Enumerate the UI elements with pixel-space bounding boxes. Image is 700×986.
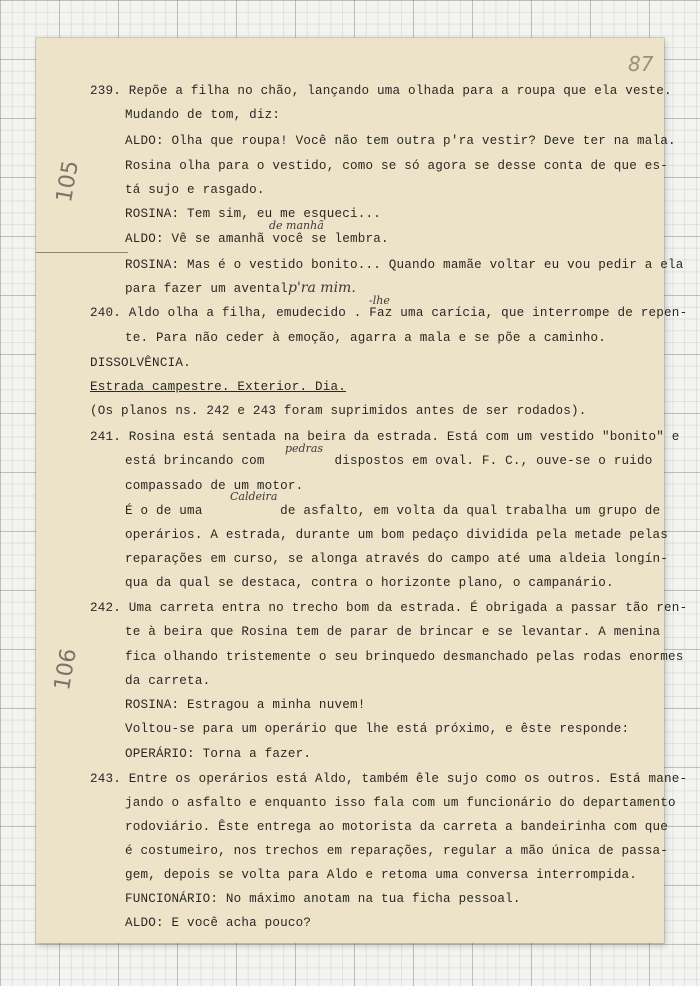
typed-line: da carreta. (125, 674, 211, 688)
typed-line: tá sujo e rasgado. (125, 183, 265, 197)
handwritten-insertion: pedras (285, 442, 324, 455)
typed-line: OPERÁRIO: Torna a fazer. (125, 747, 312, 761)
typed-line: DISSOLVÊNCIA. (90, 356, 191, 370)
typed-line: qua da qual se destaca, contra o horizonte plano, o campanário. (125, 576, 614, 590)
scene-heading: Estrada campestre. Exterior. Dia. (90, 380, 346, 394)
typed-line: te. Para não ceder à emoção, agarra a mala e se põe a caminho. (125, 331, 606, 345)
typed-line: para fazer um avental (125, 282, 288, 296)
margin-note-105: 105 (52, 158, 84, 205)
handwritten-insertion: p'ra mim. (288, 280, 356, 296)
typed-line: ALDO: E você acha pouco? (125, 916, 312, 930)
typed-line: está brincando com dispostos em oval. F. C., ouve-se o ruido (125, 454, 653, 468)
typed-line: Mudando de tom, diz: (125, 108, 281, 122)
typed-line: te à beira que Rosina tem de parar de brincar e se levantar. A menina (125, 625, 661, 639)
typed-line: Voltou-se para um operário que lhe está próximo, e êste responde: (125, 722, 630, 736)
handwritten-insertion: -lhe (369, 294, 390, 307)
typed-line: ALDO: Vê se amanhã você se lembra. (125, 232, 389, 246)
typewritten-page (36, 38, 688, 943)
typed-line: ALDO: Olha que roupa! Você não tem outra p'ra vestir? Deve ter na mala. (125, 134, 676, 148)
typed-line: fica olhando tristemente o seu brinquedo desmanchado pelas rodas enormes (125, 650, 684, 664)
margin-rule (36, 252, 128, 253)
typed-line: gem, depois se volta para Aldo e retoma uma conversa interrompida. (125, 868, 637, 882)
typed-line: jando o asfalto e enquanto isso fala com um funcionário do departamento (125, 796, 676, 810)
handwritten-insertion: Caldeira (230, 490, 278, 503)
typed-line: (Os planos ns. 242 e 243 foram suprimidos antes de ser rodados). (90, 404, 587, 418)
typed-line: operários. A estrada, durante um bom pedaço dividida pela metade pelas (125, 528, 669, 542)
typed-line: compassado de um motor. (125, 479, 304, 493)
page-number: 87 (628, 52, 654, 76)
typed-line: 241. Rosina está sentada na beira da estrada. Está com um vestido "bonito" e (90, 430, 680, 444)
typed-line: ROSINA: Estragou a minha nuvem! (125, 698, 366, 712)
margin-note-106: 106 (50, 646, 82, 693)
typed-line: 240. Aldo olha a filha, emudecido . Faz uma carícia, que interrompe de repen- (90, 306, 688, 320)
typed-line: Rosina olha para o vestido, como se só agora se desse conta de que es- (125, 159, 669, 173)
typed-line: 242. Uma carreta entra no trecho bom da estrada. É obrigada a passar tão ren- (90, 601, 688, 615)
typed-line: rodoviário. Êste entrega ao motorista da carreta a bandeirinha com que (125, 820, 669, 834)
handwritten-insertion: de manhã (269, 219, 324, 232)
typed-line: FUNCIONÁRIO: No máximo anotam na tua ficha pessoal. (125, 892, 521, 906)
typed-line: 239. Repõe a filha no chão, lançando uma olhada para a roupa que ela veste. (90, 84, 672, 98)
typed-line: ROSINA: Mas é o vestido bonito... Quando mamãe voltar eu vou pedir a ela (125, 258, 684, 272)
typed-line: reparações em curso, se alonga através do campo até uma aldeia longín- (125, 552, 669, 566)
typed-line: ROSINA: Tem sim, eu me esqueci... (125, 207, 381, 221)
typed-line: é costumeiro, nos trechos em reparações, regular a mão única de passa- (125, 844, 669, 858)
typed-line: É o de uma de asfalto, em volta da qual trabalha um grupo de (125, 504, 661, 518)
typed-line: 243. Entre os operários está Aldo, também êle sujo como os outros. Está mane- (90, 772, 688, 786)
